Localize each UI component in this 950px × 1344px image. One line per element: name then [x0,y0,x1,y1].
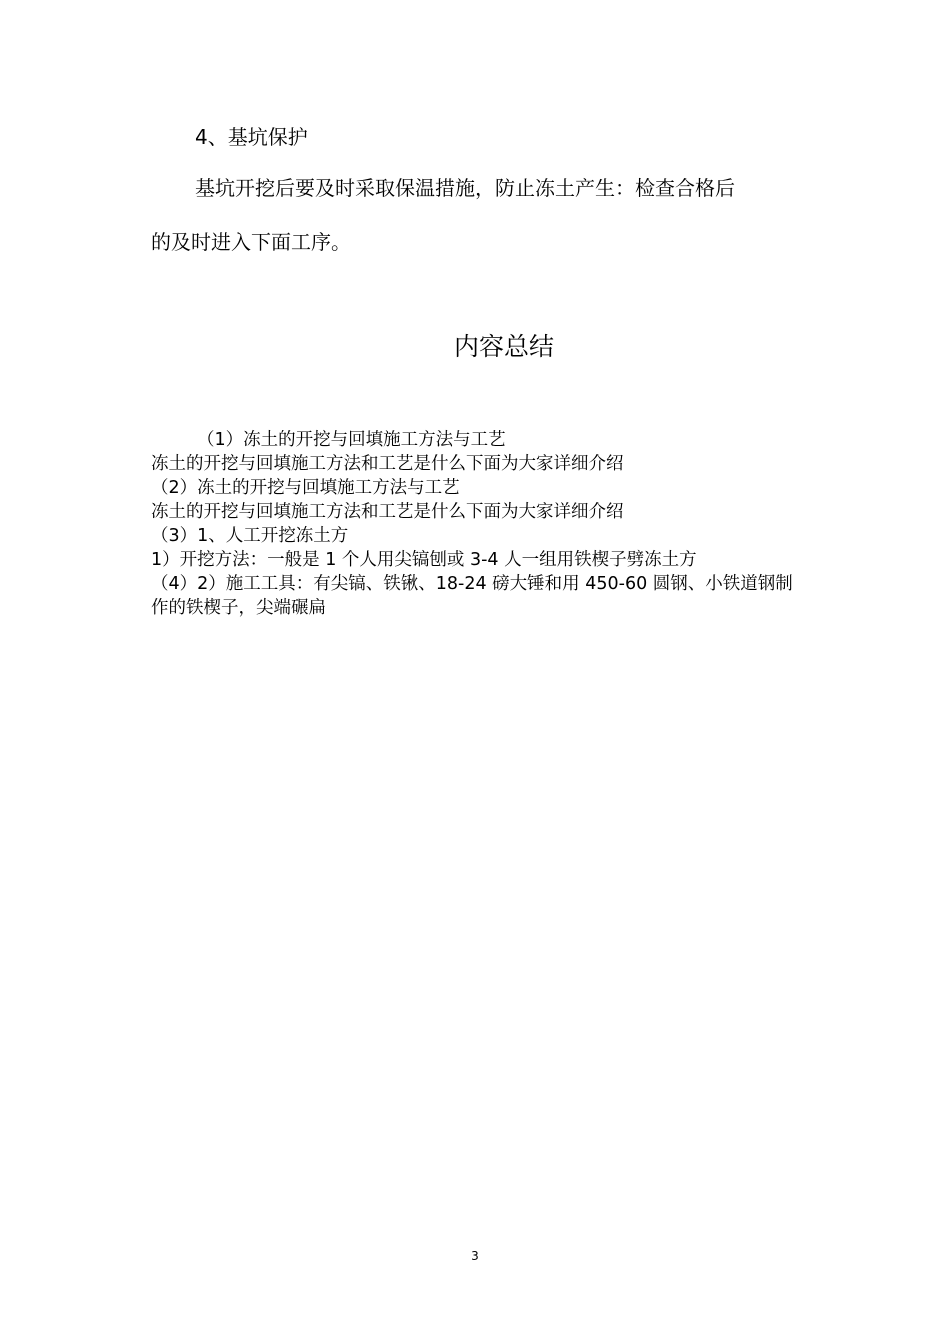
page-number: 3 [471,1249,479,1263]
summary-line: （3）1、人工开挖冻土方 [151,526,349,546]
summary-line: （1）冻土的开挖与回填施工方法与工艺 [197,430,506,450]
summary-line: （4）2）施工工具：有尖镐、铁锹、18-24 磅大锤和用 450-60 圆钢、小铁道钢制作的铁楔子，尖端碾扁 [151,574,793,618]
paragraph-line: 的及时进入下面工序。 [151,230,351,254]
summary-line: （2）冻土的开挖与回填施工方法与工艺 [151,478,460,498]
paragraph-line: 基坑开挖后要及时采取保温措施，防止冻土产生：检查合格后 [195,176,735,200]
summary-line: 冻土的开挖与回填施工方法和工艺是什么下面为大家详细介绍 [151,454,624,474]
summary-title: 内容总结 [453,332,554,361]
summary-line: 冻土的开挖与回填施工方法和工艺是什么下面为大家详细介绍 [151,502,624,522]
summary-list [151,428,801,620]
summary-line: 1）开挖方法：一般是 1 个人用尖镐刨或 3-4 人一组用铁楔子劈冻土方 [151,550,697,570]
section-heading: 4、基坑保护 [195,125,308,149]
